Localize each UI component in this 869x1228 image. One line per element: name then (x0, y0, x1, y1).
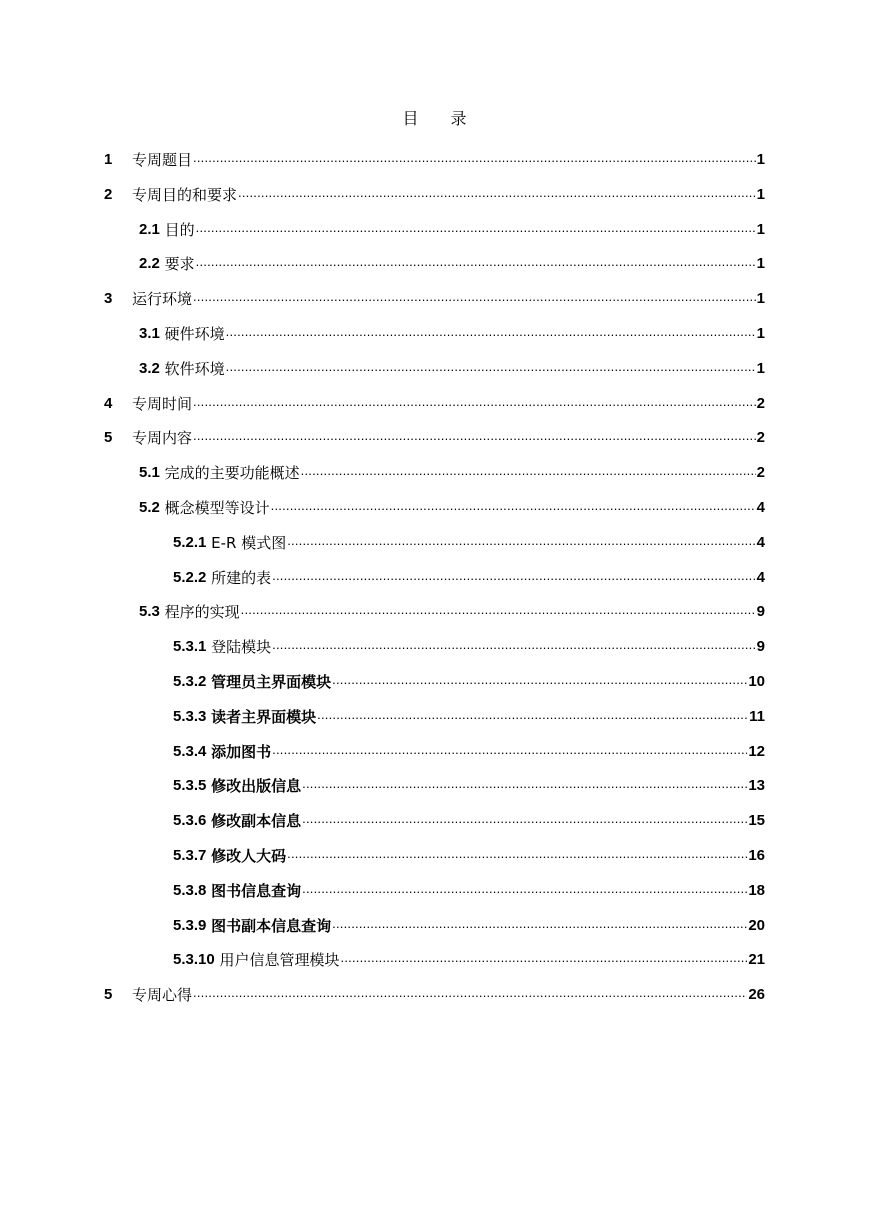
toc-entry-page-number: 13 (748, 777, 765, 795)
toc-entry-title: 用户信息管理模块 (219, 951, 340, 970)
toc-entry-title: 登陆模块 (211, 638, 272, 657)
toc-entry-number: 5.2.2 (173, 568, 207, 586)
toc-entry-number: 2 (104, 185, 113, 203)
toc-entry[interactable] (139, 349, 765, 379)
toc-entry-page-number: 1 (756, 185, 765, 203)
toc-dot-leader (301, 463, 756, 483)
toc-entry-number: 5.3.7 (173, 847, 207, 864)
toc-entry-page-number: 10 (748, 673, 765, 690)
toc-entry[interactable] (173, 906, 765, 936)
toc-entry-title: 管理员主界面模块 (211, 673, 332, 691)
toc-entry-page-number: 2 (756, 429, 765, 447)
toc-dot-leader (287, 533, 755, 553)
toc-entry-number: 5.3.1 (173, 638, 207, 656)
toc-entry-page-number: 4 (756, 499, 765, 516)
toc-entry-title: 修改人大码 (211, 847, 287, 865)
toc-entry-page-number: 9 (756, 638, 765, 656)
toc-entry-title: 完成的主要功能概述 (164, 464, 300, 483)
toc-title-right: 录 (450, 109, 467, 128)
toc-entry[interactable] (104, 175, 765, 205)
toc-entry[interactable] (139, 453, 765, 483)
toc-entry-title: 修改副本信息 (211, 812, 302, 831)
toc-entry-number: 5.3.6 (173, 812, 207, 830)
toc-entry-page-number: 21 (748, 951, 765, 969)
toc-entry-title: 添加图书 (211, 742, 272, 761)
toc-entry-number: 4 (104, 394, 113, 412)
toc-entry-number: 1 (104, 151, 113, 168)
toc-entry-page-number: 1 (756, 290, 765, 308)
toc-entry-title: 软件环境 (164, 359, 225, 378)
toc-dot-leader (238, 185, 756, 205)
toc-entry-page-number: 4 (756, 533, 765, 551)
toc-entry-title: 修改出版信息 (211, 777, 302, 796)
toc-dot-leader (196, 220, 756, 240)
toc-entry-page-number: 2 (756, 394, 765, 412)
toc-entry-title: 专周目的和要求 (132, 185, 238, 204)
toc-entry-title: 要求 (164, 255, 195, 274)
toc-entry-number: 5.1 (139, 464, 160, 482)
toc-entry-page-number: 15 (748, 812, 765, 830)
toc-entry-number: 5.3.3 (173, 707, 207, 725)
toc-entry-page-number: 2 (756, 464, 765, 482)
toc-entry-title: 图书副本信息查询 (211, 916, 332, 935)
toc-entry-title: 专周题目 (132, 151, 193, 169)
toc-entry[interactable] (139, 488, 765, 518)
toc-entry[interactable] (173, 766, 765, 796)
toc-entry-title: 程序的实现 (164, 603, 240, 622)
toc-dot-leader (193, 150, 756, 170)
toc-entry[interactable] (173, 871, 765, 901)
toc-entry[interactable] (173, 732, 765, 762)
toc-dot-leader (302, 881, 747, 901)
toc-entry-page-number: 26 (748, 986, 765, 1004)
toc-dot-leader (272, 568, 755, 588)
toc-entry-title: 专周心得 (132, 986, 193, 1005)
toc-entry-number: 3 (104, 290, 113, 308)
toc-entry-title: 专周内容 (132, 429, 193, 448)
toc-entry-title: 读者主界面模块 (211, 707, 317, 726)
toc-entry-number: 3.1 (139, 325, 160, 342)
toc-dot-leader (196, 254, 756, 274)
toc-dot-leader (287, 846, 747, 866)
toc-entry[interactable] (173, 558, 765, 588)
toc-entry-number: 5.2 (139, 499, 160, 516)
toc-title-left: 目 (402, 109, 419, 128)
toc-dot-leader (193, 289, 756, 309)
toc-entry[interactable] (173, 940, 765, 970)
toc-entry-number: 5.3.5 (173, 777, 207, 795)
toc-entry-page-number: 9 (756, 603, 765, 621)
toc-entry-number: 5.3.9 (173, 916, 207, 934)
toc-entry-number: 5 (104, 429, 113, 447)
toc-entry-number: 2.1 (139, 220, 160, 238)
toc-entry-number: 5.3.10 (173, 951, 215, 969)
toc-entry[interactable] (139, 592, 765, 622)
toc-entry-page-number: 11 (749, 707, 765, 725)
toc-entry-number: 5.3.2 (173, 673, 207, 690)
toc-entry[interactable] (173, 662, 765, 692)
toc-dot-leader (302, 811, 747, 831)
toc-entry-page-number: 16 (748, 847, 765, 864)
toc-dot-leader (226, 324, 756, 344)
toc-dot-leader (332, 672, 747, 692)
toc-dot-leader (193, 394, 756, 414)
toc-entry[interactable] (173, 627, 765, 657)
toc-entry-page-number: 1 (756, 325, 765, 342)
toc-entry-page-number: 1 (756, 220, 765, 238)
toc-dot-leader (226, 359, 756, 379)
toc-dot-leader (332, 916, 747, 936)
toc-entry-title: 概念模型等设计 (164, 499, 270, 517)
toc-entry[interactable] (139, 244, 765, 274)
toc-entry[interactable] (173, 801, 765, 831)
toc-entry-page-number: 20 (748, 916, 765, 934)
toc-entry[interactable] (104, 140, 765, 170)
toc-dot-leader (271, 498, 756, 518)
toc-entry[interactable] (173, 697, 765, 727)
toc-entry[interactable] (139, 210, 765, 240)
toc-entry-title: 所建的表 (211, 568, 272, 587)
toc-entry-number: 2.2 (139, 255, 160, 273)
toc-entry-page-number: 1 (756, 151, 765, 168)
toc-entry-number: 5.3 (139, 603, 160, 621)
toc-dot-leader (193, 985, 747, 1005)
toc-entry-title: 运行环境 (132, 290, 193, 309)
toc-dot-leader (272, 742, 747, 762)
toc-entry-title: E-R 模式图 (211, 533, 287, 552)
toc-title (0, 106, 869, 129)
toc-entry[interactable] (173, 836, 765, 866)
toc-entry[interactable] (104, 279, 765, 309)
toc-entry-page-number: 4 (756, 568, 765, 586)
toc-dot-leader (341, 950, 748, 970)
toc-entry-page-number: 18 (748, 881, 765, 899)
toc-dot-leader (241, 602, 756, 622)
toc-entry-title: 图书信息查询 (211, 881, 302, 900)
toc-entry[interactable] (139, 314, 765, 344)
toc-entry[interactable] (104, 418, 765, 448)
toc-dot-leader (193, 428, 756, 448)
toc-dot-leader (317, 707, 748, 727)
toc-entry[interactable] (173, 523, 765, 553)
toc-entry[interactable] (104, 975, 765, 1005)
toc-entry[interactable] (104, 384, 765, 414)
toc-entry-number: 5.2.1 (173, 533, 207, 551)
toc-dot-leader (302, 776, 747, 796)
toc-entry-number: 5 (104, 986, 113, 1004)
toc-entry-number: 5.3.8 (173, 881, 207, 899)
toc-entry-number: 3.2 (139, 359, 160, 377)
toc-dot-leader (272, 637, 755, 657)
toc-entry-title: 专周时间 (132, 394, 193, 413)
toc-entry-page-number: 12 (748, 742, 765, 760)
toc-entry-number: 5.3.4 (173, 742, 207, 760)
toc-entry-page-number: 1 (756, 255, 765, 273)
toc-entry-page-number: 1 (756, 359, 765, 377)
toc-entry-title: 硬件环境 (164, 325, 225, 343)
toc-entry-title: 目的 (164, 220, 195, 239)
